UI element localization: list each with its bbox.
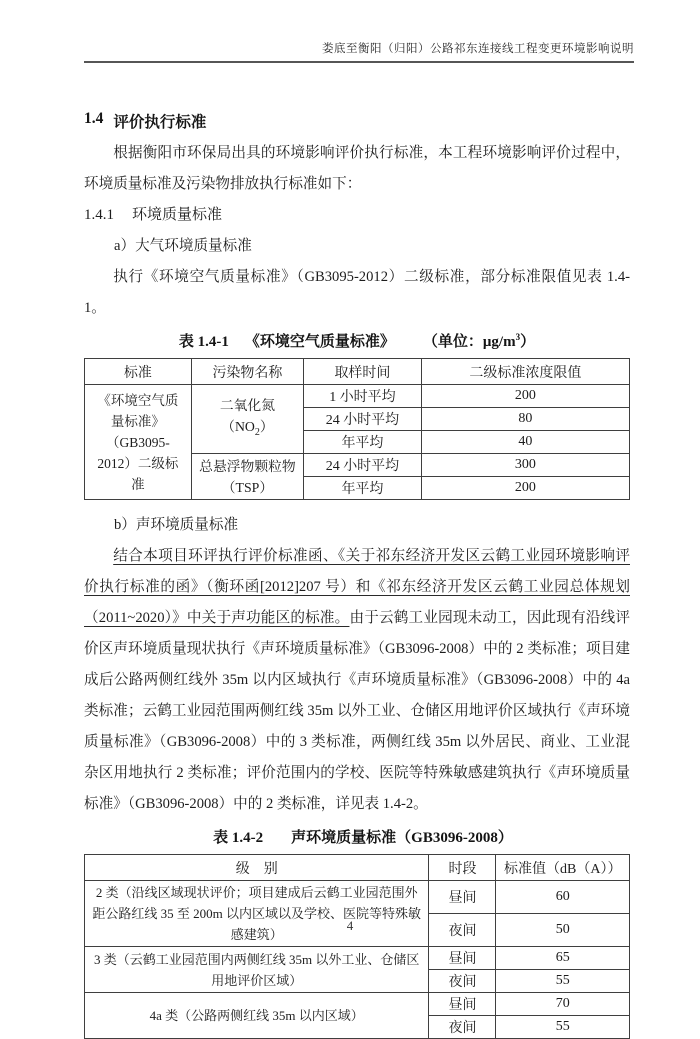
section-title: 环境质量标准 — [132, 207, 223, 223]
table-title: 《环境空气质量标准》 — [244, 334, 395, 350]
pollutant-cell-no2: 二氧化氮$(NO_2)$ — [191, 385, 303, 454]
value-cell: 50 — [496, 914, 630, 947]
period-cell: 夜间 — [429, 1016, 496, 1039]
table-row — [85, 881, 630, 914]
paragraph-text: 由于云鹤工业园现未动工，因此现有沿线评价区声环境质量现状执行《声环境质量标准》（GB3096-2008）中的 2 类标准；项目建成后公路两侧红线外 35m 以内区域执行《声环境质量标准》（GB3096-2008）中的 4a 类标准；云鹤工业园范围两侧红线 35m 以外工业、仓储区用地评价区域执行《声环境质量标准》（GB3096-2008）中的 3 类标准，两侧红线 35m 以外居民、商业、工业混杂区用地执行 2 类标准；评价范围内的学校、医院等特殊敏感建筑执行《声环境质量标准》（GB3096-2008）中的 2 类标准，详见表 1.4-2。 — [84, 610, 630, 812]
section-title: 评价执行标准 — [113, 114, 207, 131]
header-cell: 标准值（dB（A）） — [496, 855, 630, 881]
underlined-text: 结合本项目环评执行评价标准函、《关于祁东经济开发区云鹤工业园环境影响评价执行标准的函》（衡环函[2012]207 号）和《祁东经济开发区云鹤工业园总体规划（2011~2020）》中关于声功能区的标准。 — [84, 548, 630, 626]
class-label-cell: 3 类（云鹤工业园范围内两侧红线 35m 以外工业、仓储区用地评价区域） — [85, 947, 429, 993]
table-number: 表 1.4-2 — [213, 830, 264, 846]
period-cell: 昼间 — [429, 947, 496, 970]
value-cell: 55 — [496, 1016, 630, 1039]
sampling-time-cell: 年平均 — [304, 477, 422, 500]
table-title: 声环境质量标准（GB3096-2008） — [291, 830, 513, 846]
value-cell: 70 — [496, 993, 630, 1016]
standard-cell: 《环境空气质量标准》（GB3095-2012）二级标准 — [85, 385, 192, 500]
item-a-heading: a）大气环境质量标准 — [114, 238, 252, 254]
header-cell: 取样时间 — [304, 359, 422, 385]
limit-value-cell: 200 — [421, 477, 629, 500]
period-cell: 夜间 — [429, 914, 496, 947]
section-number: 1.4 — [84, 110, 104, 127]
section-heading-1-4 — [84, 110, 630, 132]
sampling-time-cell: 1 小时平均 — [304, 385, 422, 408]
sampling-time-cell: 年平均 — [304, 431, 422, 454]
item-b-heading: b）声环境质量标准 — [114, 517, 239, 533]
header-cell: 级 别 — [85, 855, 429, 881]
air-quality-table — [84, 358, 630, 500]
value-cell: 60 — [496, 881, 630, 914]
period-cell: 夜间 — [429, 970, 496, 993]
header-cell: 标准 — [85, 359, 192, 385]
noise-table-caption — [84, 826, 630, 847]
table-row — [85, 947, 630, 970]
value-cell: 55 — [496, 970, 630, 993]
class-label-cell: 2 类（沿线区域现状评价；项目建成后云鹤工业园范围外距公路红线 35 至 200m 以内区域以及学校、医院等特殊敏感建筑） — [85, 881, 429, 947]
pollutant-cell-tsp: 总悬浮物颗粒物（TSP） — [191, 454, 303, 500]
header-title: 娄底至衡阳（归阳）公路祁东连接线工程变更环境影响说明 — [322, 43, 634, 55]
header-cell: 污染物名称 — [191, 359, 303, 385]
value-cell: 65 — [496, 947, 630, 970]
table-unit: （单位：$\mu g/m^3$） — [422, 332, 536, 350]
table-header-row — [85, 855, 630, 881]
limit-value-cell: 80 — [421, 408, 629, 431]
section-number: 1.4.1 — [84, 207, 114, 223]
intro-paragraph: 根据衡阳市环保局出具的环境影响评价执行标准，本工程环境影响评价过程中，环境质量标准及污染物排放执行标准如下： — [84, 145, 630, 192]
table-row — [85, 385, 630, 408]
limit-value-cell: 40 — [421, 431, 629, 454]
table-row — [85, 993, 630, 1016]
limit-value-cell: 300 — [421, 454, 629, 477]
limit-value-cell: 200 — [421, 385, 629, 408]
air-table-caption — [84, 330, 630, 351]
period-cell: 昼间 — [429, 993, 496, 1016]
sampling-time-cell: 24 小时平均 — [304, 454, 422, 477]
class-label-cell: 4a 类（公路两侧红线 35m 以内区域） — [85, 993, 429, 1039]
document-content — [84, 86, 630, 1039]
sampling-time-cell: 24 小时平均 — [304, 408, 422, 431]
period-cell: 昼间 — [429, 881, 496, 914]
page-number: 4 — [346, 918, 354, 933]
noise-standard-paragraph — [84, 541, 630, 820]
header-cell: 时段 — [429, 855, 496, 881]
section-heading-1-4-1 — [84, 200, 630, 231]
air-standard-paragraph: 执行《环境空气质量标准》（GB3095-2012）二级标准，部分标准限值见表 1.4-1。 — [84, 269, 630, 316]
noise-standard-table — [84, 854, 630, 1039]
table-number: 表 1.4-1 — [178, 334, 229, 350]
header-cell: 二级标准浓度限值 — [421, 359, 629, 385]
page-header — [84, 40, 634, 63]
table-header-row — [85, 359, 630, 385]
